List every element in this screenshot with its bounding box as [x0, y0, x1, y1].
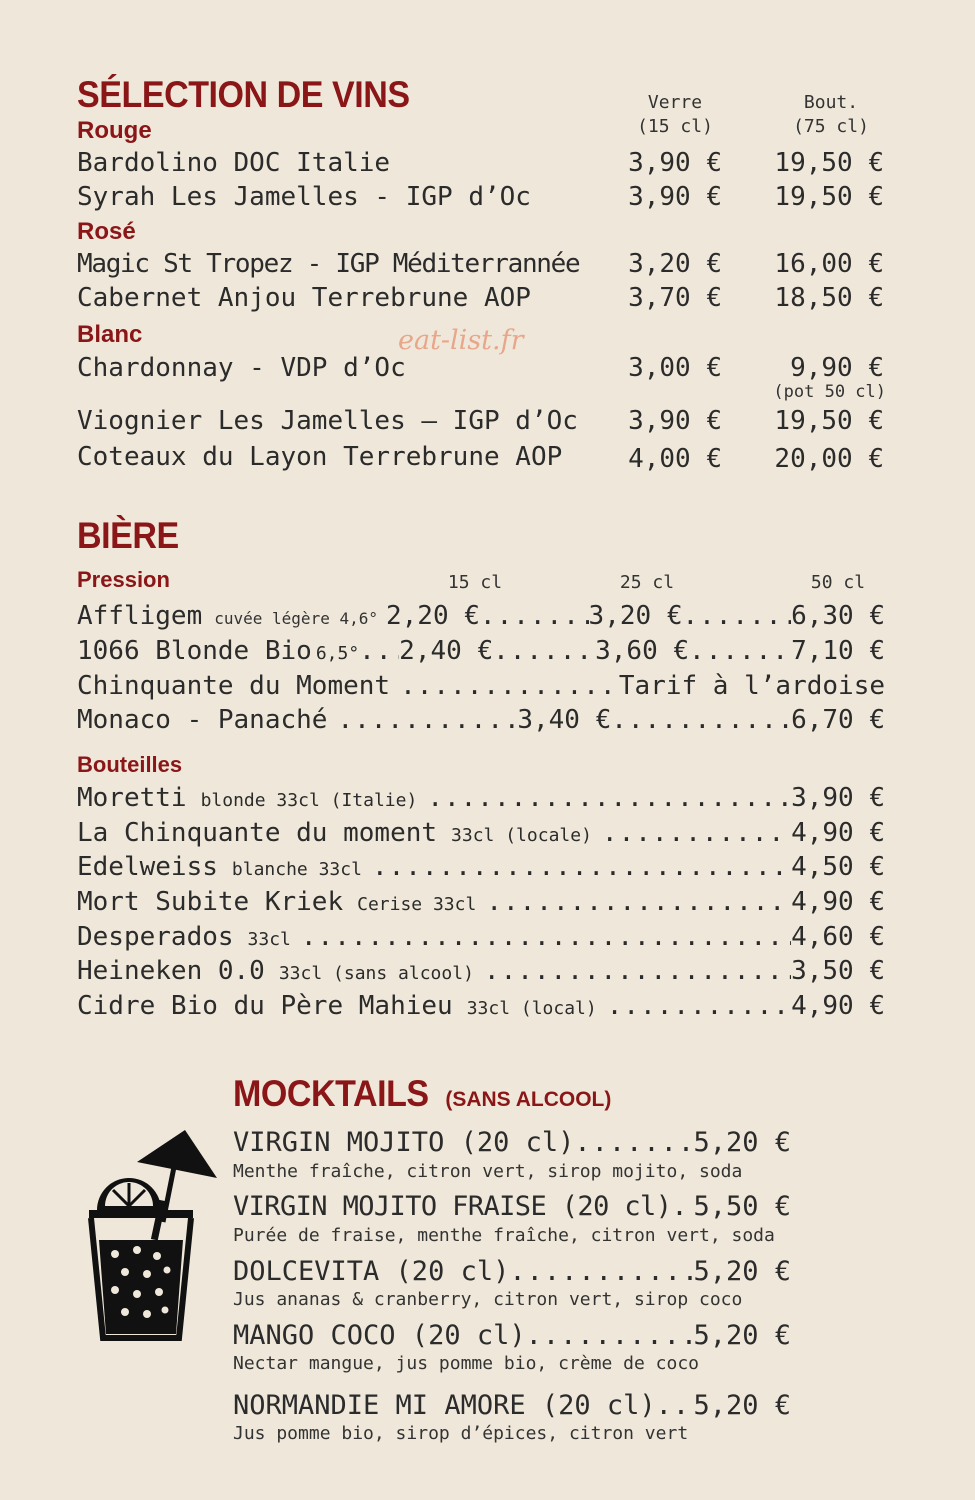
wine-name: Syrah Les Jamelles - IGP d’Oc: [77, 182, 531, 212]
wine-bottle-price: 16,00 €: [774, 249, 884, 279]
wine-bottle-price: 18,50 €: [774, 283, 884, 313]
wine-glass-price: 3,70 €: [628, 283, 722, 313]
dot-leader: [526, 1320, 694, 1351]
dot-leader: [359, 636, 399, 666]
wine-category-blanc: Blanc: [77, 321, 143, 348]
beer-price: 4,90 €: [791, 887, 885, 917]
mocktail-name: VIRGIN MOJITO (20 cl): [233, 1127, 575, 1158]
mocktail-price: 5,20 €: [693, 1127, 791, 1158]
beer-detail: 33cl (local): [466, 998, 597, 1019]
wine-name: Coteaux du Layon Terrebrune AOP: [77, 442, 563, 472]
bottle-beer-row: [77, 852, 885, 882]
wine-name: Chardonnay - VDP d’Oc: [77, 353, 406, 383]
mocktail-desc: Menthe fraîche, citron vert, sirop mojito, soda: [233, 1161, 743, 1182]
beer-name: Monaco - Panaché: [77, 705, 328, 735]
watermark: eat-list.fr: [398, 325, 524, 356]
wine-bottle-price: 20,00 €: [774, 444, 884, 474]
beer-category-pression: Pression: [77, 567, 170, 592]
col-glass-size: (15 cl): [637, 116, 713, 137]
beer-price: 4,50 €: [791, 852, 885, 882]
col-15cl: 15 cl: [447, 572, 503, 593]
cocktail-glass-icon: [85, 1130, 225, 1350]
beer-price-50cl: 7,10 €: [791, 636, 885, 666]
beer-price: 3,50 €: [791, 956, 885, 986]
mocktails-subtitle: (SANS ALCOOL): [445, 1088, 612, 1111]
dot-leader: [486, 887, 791, 917]
beer-category-bouteilles: Bouteilles: [77, 752, 183, 777]
draft-beer-row: [77, 671, 885, 701]
beer-detail: blanche 33cl: [231, 859, 362, 880]
dot-leader: [602, 818, 791, 848]
dot-leader: [574, 1127, 693, 1158]
beer-name: Chinquante du Moment: [77, 671, 391, 701]
mocktail-price: 5,20 €: [693, 1320, 791, 1351]
wine-glass-price: 3,00 €: [628, 353, 722, 383]
beer-price: 4,60 €: [791, 922, 885, 952]
beer-name: Heineken 0.0: [77, 956, 265, 986]
beer-detail: blonde 33cl (Italie): [200, 790, 418, 811]
col-25cl: 25 cl: [619, 572, 675, 593]
beer-title: BIÈRE: [77, 515, 179, 556]
wine-name: Cabernet Anjou Terrebrune AOP: [77, 283, 531, 313]
beer-detail: 33cl (sans alcool): [278, 963, 474, 984]
bottle-beer-row: [77, 956, 885, 986]
wine-category-rose: Rosé: [77, 218, 136, 245]
bottle-beer-row: [77, 887, 885, 917]
dot-leader: [607, 991, 791, 1021]
mocktail-item: [233, 1320, 791, 1351]
wine-bottle-price: 19,50 €: [774, 406, 884, 436]
dot-leader: [427, 783, 791, 813]
mocktail-desc: Nectar mangue, jus pomme bio, crème de coco: [233, 1353, 699, 1374]
mocktail-item: [233, 1127, 791, 1158]
dot-leader: [301, 922, 791, 952]
bottle-beer-row: [77, 783, 885, 813]
wine-category-rouge: Rouge: [77, 117, 152, 144]
mocktail-desc: Purée de fraise, menthe fraîche, citron vert, soda: [233, 1225, 775, 1246]
mocktail-name: DOLCEVITA (20 cl): [233, 1256, 510, 1287]
beer-price: 3,90 €: [791, 783, 885, 813]
mocktail-item: [233, 1256, 791, 1287]
wine-glass-price: 4,00 €: [628, 444, 722, 474]
col-bottle-size: (75 cl): [793, 116, 869, 137]
beer-name: Moretti: [77, 783, 187, 813]
wine-glass-price: 3,90 €: [628, 406, 722, 436]
wine-glass-price: 3,90 €: [628, 148, 722, 178]
mocktail-name: MANGO COCO (20 cl): [233, 1320, 526, 1351]
beer-name: 1066 Blonde Bio: [77, 636, 312, 666]
wine-name: Magic St Tropez - IGP Méditerrannée: [77, 249, 580, 279]
wine-name: Bardolino DOC Italie: [77, 148, 391, 178]
beer-detail: cuvée légère 4,6°: [214, 609, 378, 628]
bottle-beer-row: [77, 818, 885, 848]
mocktail-desc: Jus ananas & cranberry, citron vert, sirop coco: [233, 1289, 743, 1310]
col-50cl: 50 cl: [810, 572, 866, 593]
mocktail-name: VIRGIN MOJITO FRAISE (20 cl): [233, 1191, 672, 1222]
beer-name: Desperados: [77, 922, 234, 952]
draft-beer-row: [77, 705, 885, 735]
beer-name: Cidre Bio du Père Mahieu: [77, 991, 453, 1021]
dot-leader: [671, 1191, 693, 1222]
mocktail-name: NORMANDIE MI AMORE (20 cl): [233, 1390, 656, 1421]
dot-leader: [689, 636, 791, 666]
mocktail-price: 5,50 €: [693, 1191, 791, 1222]
beer-price-15cl: 2,20 €: [386, 601, 480, 631]
beer-price-25cl: 3,40 €: [517, 705, 612, 735]
wine-bottle-price: 9,90 €: [790, 353, 884, 383]
beer-name: Affligem: [77, 601, 203, 631]
dot-leader: [509, 1256, 693, 1287]
beer-price-25cl: 3,60 €: [595, 636, 690, 666]
beer-detail: 33cl: [247, 929, 291, 950]
beer-price: 4,90 €: [791, 818, 885, 848]
dot-leader: [611, 705, 791, 735]
bottle-beer-row: [77, 922, 885, 952]
wine-glass-price: 3,20 €: [628, 249, 722, 279]
dot-leader: [480, 601, 589, 631]
beer-price: 4,90 €: [791, 991, 885, 1021]
mocktail-item: [233, 1390, 791, 1421]
dot-leader: [372, 852, 791, 882]
dot-leader: [484, 956, 791, 986]
col-glass-header: Verre: [647, 92, 703, 113]
dot-leader: [656, 1390, 694, 1421]
draft-beer-row: [77, 636, 885, 666]
mocktails-title: MOCKTAILS: [233, 1073, 429, 1114]
wine-glass-price: 3,90 €: [628, 182, 722, 212]
beer-name: Mort Subite Kriek: [77, 887, 344, 917]
dot-leader: [337, 705, 517, 735]
mocktail-desc: Jus pomme bio, sirop d’épices, citron vert: [233, 1423, 689, 1444]
beer-name: La Chinquante du moment: [77, 818, 438, 848]
dot-leader: [682, 601, 791, 631]
dot-leader: [493, 636, 595, 666]
beer-detail: 6,5°: [315, 643, 360, 664]
mocktail-price: 5,20 €: [693, 1390, 791, 1421]
wines-title: SÉLECTION DE VINS: [77, 74, 410, 115]
beer-price-50cl: 6,70 €: [791, 705, 886, 735]
bottle-beer-row: [77, 991, 885, 1021]
beer-detail: 33cl (locale): [451, 825, 592, 846]
wine-bottle-price: 19,50 €: [774, 182, 884, 212]
mocktails-heading: [233, 1073, 611, 1115]
wine-bottle-note: (pot 50 cl): [773, 382, 886, 402]
draft-beer-row: [77, 601, 885, 631]
beer-tarif: Tarif à l’ardoise: [618, 671, 885, 701]
mocktail-item: [233, 1191, 791, 1222]
wine-name: Viognier Les Jamelles – IGP d’Oc: [77, 406, 578, 436]
mocktail-price: 5,20 €: [693, 1256, 791, 1287]
beer-price-15cl: 2,40 €: [399, 636, 494, 666]
beer-price-50cl: 6,30 €: [791, 601, 886, 631]
col-bottle-header: Bout.: [803, 92, 859, 113]
beer-name: Edelweiss: [77, 852, 218, 882]
beer-price-25cl: 3,20 €: [588, 601, 683, 631]
dot-leader: [400, 671, 619, 701]
beer-detail: Cerise 33cl: [357, 894, 477, 915]
wine-bottle-price: 19,50 €: [774, 148, 884, 178]
